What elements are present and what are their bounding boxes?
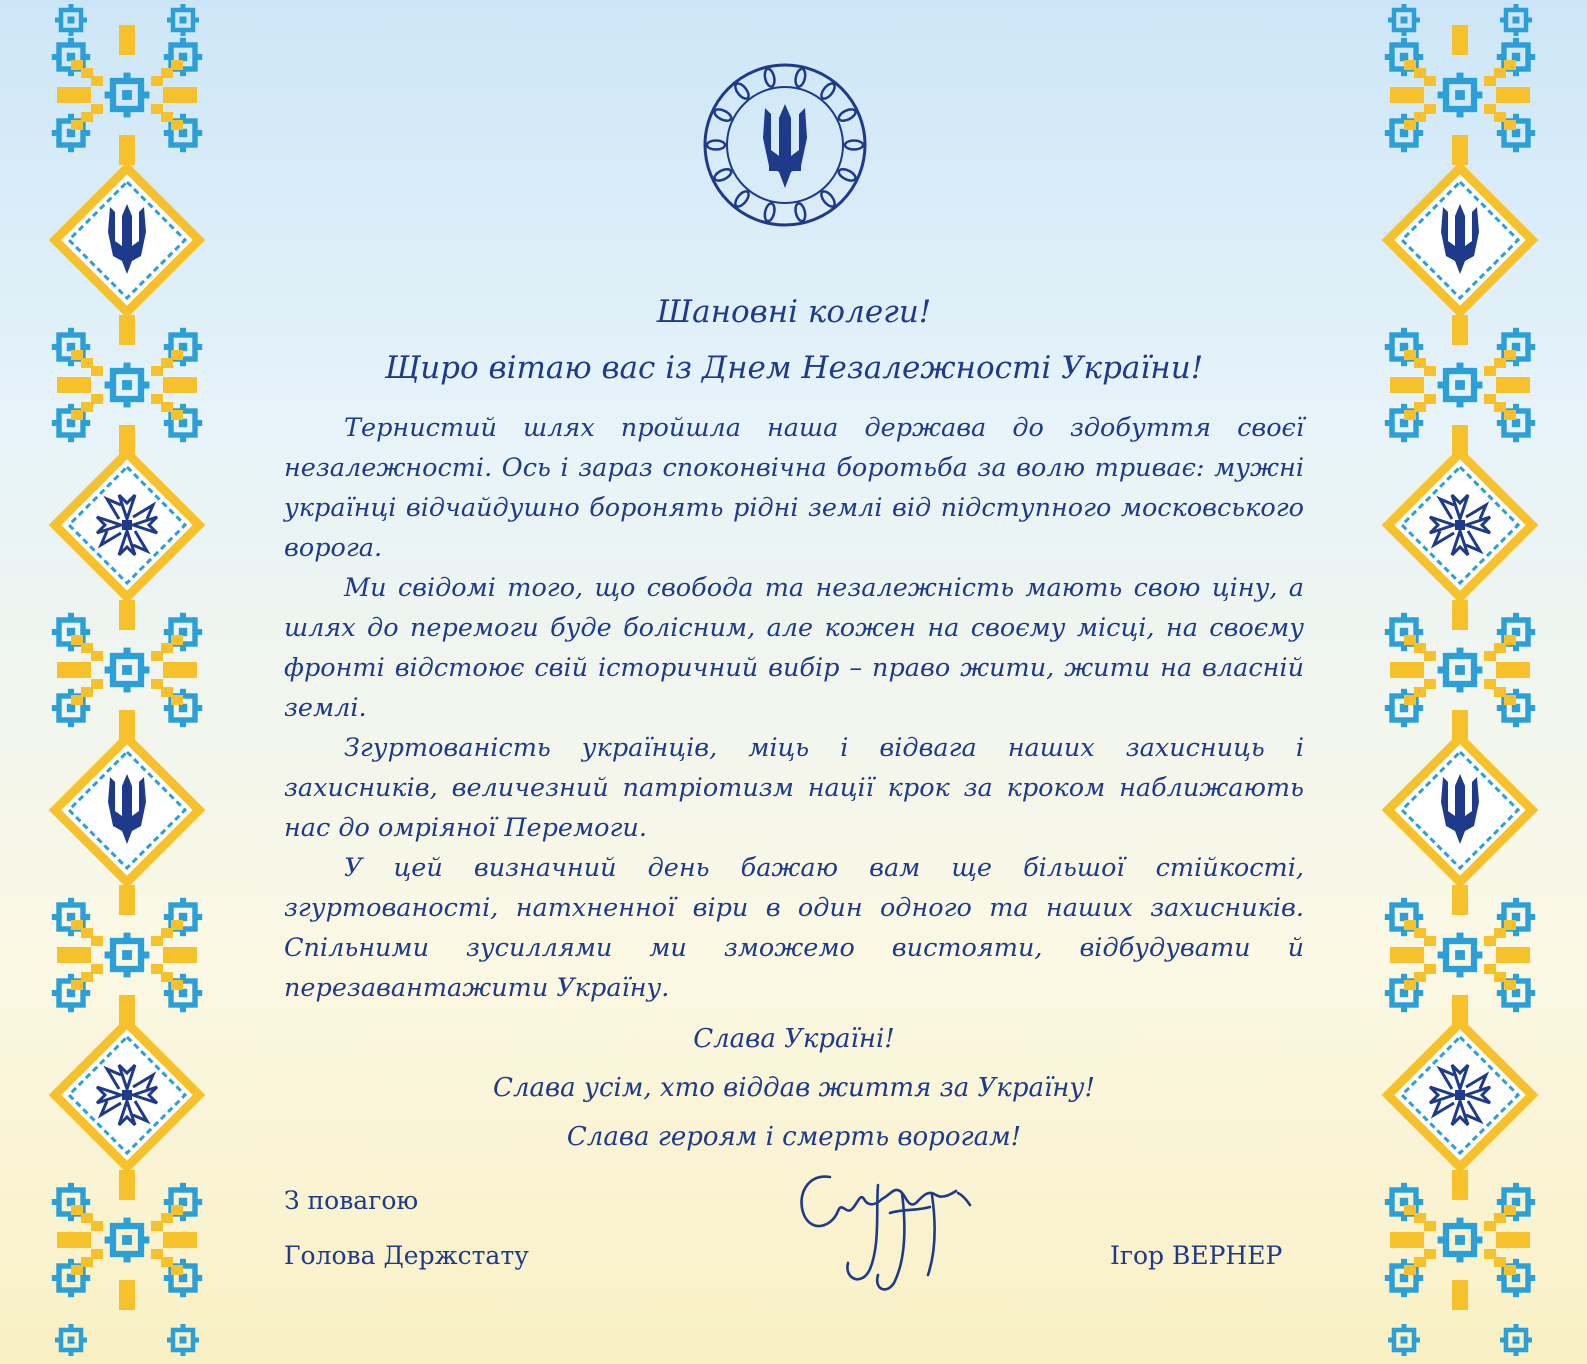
letter-body: [284, 408, 1304, 1008]
letter-paragraph: Згуртованість українців, міць і відвага наших захисниць і захисників, величезний патріотизм нації крок за кроком наближають нас до омріяної Перемоги.: [284, 733, 1304, 843]
letter-paragraph: Ми свідомі того, що свобода та незалежність мають свою ціну, а шлях до перемоги буде болісним, але кожен на своєму місці, на своєму фронті відстоює свій історичний вибір – право жити, жити на власній землі.: [284, 573, 1304, 723]
embroidery-border-icon: [1380, 0, 1540, 1364]
signer-name: Ігор ВЕРНЕР: [1110, 1241, 1283, 1270]
embroidery-border-icon: [47, 0, 207, 1364]
signer-position: Голова Держстату: [284, 1241, 529, 1270]
congratulation-heading: Щиро вітаю вас із Днем Незалежності України!: [384, 350, 1204, 386]
regards-text: З повагою: [284, 1186, 419, 1215]
greeting-heading: Шановні колеги!: [656, 294, 932, 330]
embroidery-border-right: [1380, 0, 1540, 1364]
trident-emblem-icon: [700, 60, 870, 230]
embroidery-border-left: [47, 0, 207, 1364]
closing-line: Слава героям і смерть ворогам!: [566, 1122, 1022, 1152]
letter-paragraph: Тернистий шлях пройшла наша держава до здобуття своєї незалежності. Ось і зараз споконвічна боротьба за волю триває: мужні українці відчайдушно боронять рідні землі від підступного московського ворога.: [284, 413, 1304, 563]
closing-line: Слава Україні!: [693, 1024, 895, 1054]
closing-line: Слава усім, хто віддав життя за Україну!: [493, 1073, 1095, 1103]
letter-paragraph: У цей визначний день бажаю вам ще більшої стійкості, згуртованості, натхненної віри в один одного та наших захисників. Спільними зусиллями ми зможемо вистояти, відбудувати й перезавантажити Україну.: [284, 853, 1304, 1003]
handwritten-signature-icon: [790, 1165, 990, 1300]
